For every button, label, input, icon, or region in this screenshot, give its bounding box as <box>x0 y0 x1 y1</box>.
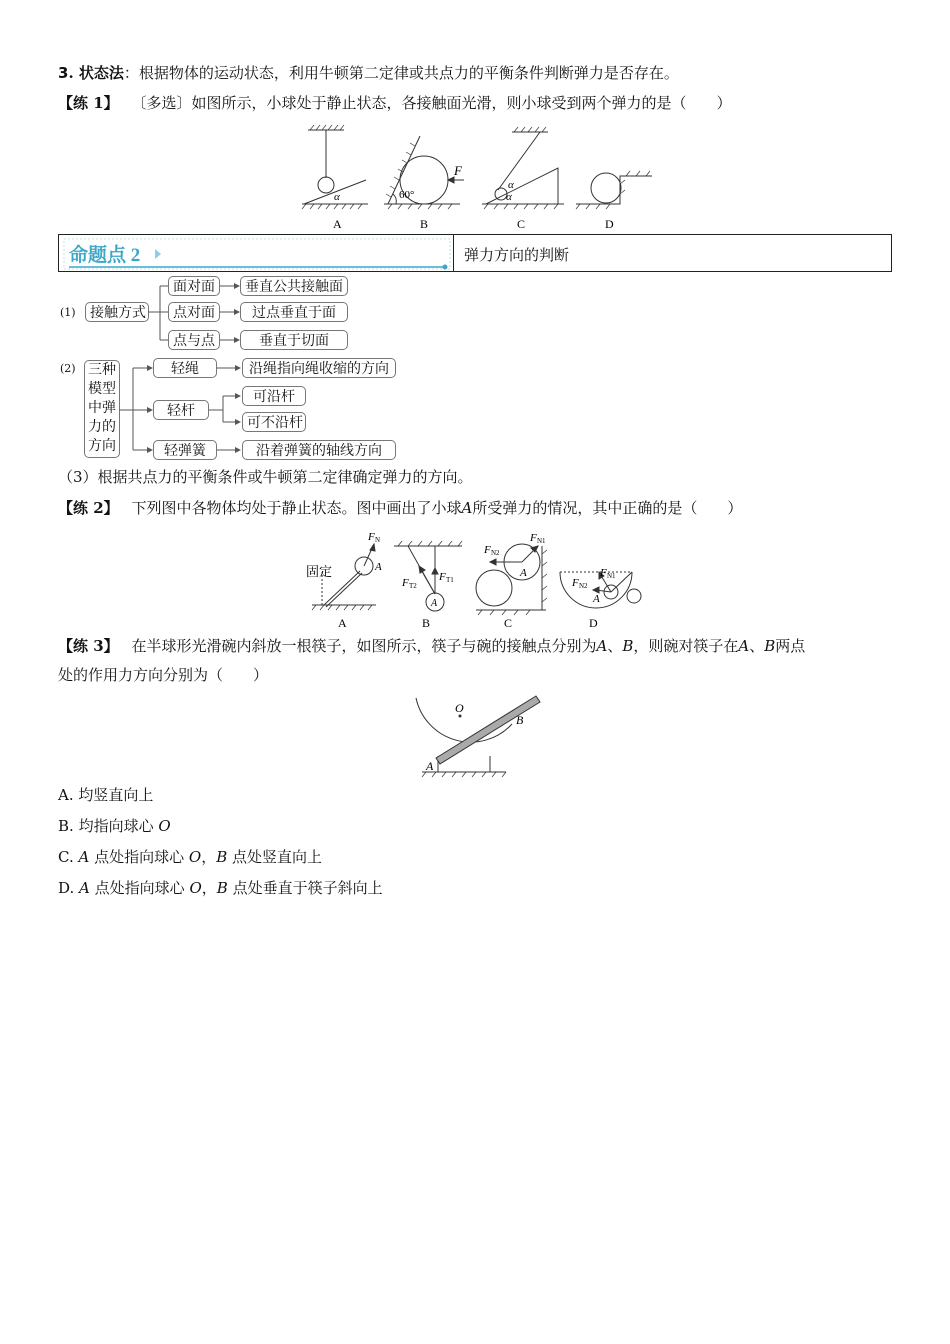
ex3-fig-o: O <box>455 701 464 715</box>
flow2-root-line: 中弹 <box>88 400 116 416</box>
ex2-c-fn2-sub: N2 <box>491 549 500 557</box>
flow1-result-point-face: 过点垂直于面 <box>240 302 348 322</box>
item3: （3）根据共点力的平衡条件或牛顿第二定律确定弹力的方向。 <box>58 468 473 486</box>
ex2-d-fn1: F <box>600 567 607 579</box>
ex2-question <box>58 497 742 519</box>
ex3-figure <box>404 690 554 786</box>
flow2-root-line: 三种 <box>88 362 116 378</box>
ex3-sep2: 、 <box>749 637 765 655</box>
ex1-alpha-c1: α <box>508 179 514 191</box>
option-b[interactable] <box>58 815 171 837</box>
ex1-label-a: A <box>333 217 342 231</box>
ex3-fig-b: B <box>516 713 524 727</box>
ex2-a-fn: F <box>368 531 375 543</box>
option-d-t1: 点处指向球心 <box>89 879 190 897</box>
flow1-number: (1) <box>60 306 76 319</box>
flow2-rope: 轻绳 <box>153 358 217 378</box>
option-d-v2: O <box>189 879 202 897</box>
option-d-v3: B <box>216 879 228 897</box>
topic-title: 弹力方向的判断 <box>464 246 570 264</box>
section3-number: 3 <box>58 64 69 82</box>
ex2-d-fn2-sub: N2 <box>579 582 588 590</box>
ex2-a-fn-sub: N <box>375 536 381 544</box>
ex1-label-c: C <box>517 217 526 231</box>
option-c-t1: 点处指向球心 <box>89 848 189 866</box>
ex2-a-ball: A <box>375 561 382 573</box>
option-d-t3: 点处垂直于筷子斜向上 <box>227 879 383 897</box>
flow1-result-face: 垂直公共接触面 <box>240 276 348 296</box>
option-d-t2: ， <box>201 879 217 897</box>
section3-line <box>58 62 679 84</box>
option-c-key: C. <box>58 848 74 866</box>
ex3-text-mid: ，则碗对筷子在 <box>633 637 739 655</box>
ex3-sep: 、 <box>607 637 623 655</box>
ex3-var-b2: B <box>764 637 776 655</box>
option-c-t2: ， <box>201 848 217 866</box>
flow2-number: (2) <box>60 362 76 375</box>
ex2-b-ft1-sub: T1 <box>446 576 454 584</box>
ex3-var-a2: A <box>738 637 750 655</box>
flow1-root: 接触方式 <box>85 302 149 322</box>
ex1-text: 如图所示，小球处于静止状态，各接触面光滑，则小球受到两个弹力的是（ ） <box>191 94 732 112</box>
ex2-text-pre: 下列图中各物体均处于静止状态。图中画出了小球 <box>131 499 462 517</box>
ex2-figure <box>304 528 654 632</box>
flow2-root <box>84 360 120 458</box>
ex2-b-ft2-sub: T2 <box>409 582 417 590</box>
option-a-text: 均竖直向上 <box>78 786 154 804</box>
ex3-text-pre: 在半球形光滑碗内斜放一根筷子，如图所示，筷子与碗的接触点分别为 <box>131 637 597 655</box>
option-c-t3: 点处竖直向上 <box>227 848 323 866</box>
option-a-key: A. <box>58 786 74 804</box>
ex2-c-ball: A <box>520 567 527 579</box>
option-c-v1: A <box>78 848 90 866</box>
ex3-question-line1 <box>58 635 805 657</box>
flow2-root-line: 方向 <box>88 438 116 454</box>
ex2-tag: 【练 2】 <box>58 499 119 517</box>
flow2-rod-result-not-along: 可不沿杆 <box>242 412 306 432</box>
flow1-type-point-face: 点对面 <box>168 302 220 322</box>
ex2-fixed-label: 固定 <box>306 564 333 579</box>
ex2-c-fn1-sub: N1 <box>537 537 546 545</box>
ex2-label-c: C <box>504 616 513 630</box>
option-c-v3: B <box>216 848 228 866</box>
ex2-c-fn2: F <box>484 544 491 556</box>
ex2-b-ft1: F <box>439 571 446 583</box>
ex1-question <box>58 92 731 114</box>
option-d[interactable] <box>58 877 383 899</box>
ex1-force-f: F <box>454 163 462 178</box>
topic-badge: 命题点 2 <box>69 245 141 266</box>
ex2-b-ball: A <box>431 598 438 609</box>
option-d-key: D. <box>58 879 75 897</box>
ex3-var-b: B <box>622 637 634 655</box>
flow1-type-point-point: 点与点 <box>168 330 220 350</box>
option-b-key: B. <box>58 817 74 835</box>
ex3-tag: 【练 3】 <box>58 637 119 655</box>
ex1-label-b: B <box>420 217 429 231</box>
section3-text: ：根据物体的运动状态，利用牛顿第二定律或共点力的平衡条件判断弹力是否存在。 <box>123 64 679 82</box>
flow1-type-face: 面对面 <box>168 276 220 296</box>
ex2-d-fn1-sub: N1 <box>607 572 616 580</box>
ex2-b-ft2: F <box>402 577 409 589</box>
ex2-label-d: D <box>589 616 598 630</box>
option-d-v1: A <box>79 879 90 897</box>
flow2-rod: 轻杆 <box>153 400 209 420</box>
option-a[interactable] <box>58 784 153 806</box>
ex2-text-post: 所受弹力的情况，其中正确的是（ ） <box>472 499 743 517</box>
flow2-rope-result: 沿绳指向绳收缩的方向 <box>242 358 396 378</box>
ex2-var: A <box>461 499 473 517</box>
flow2-root-line: 模型 <box>88 381 116 397</box>
topic-banner <box>58 234 892 272</box>
ex2-label-b: B <box>422 616 431 630</box>
option-b-text: 均指向球心 <box>78 817 159 835</box>
ex2-c-fn1: F <box>530 532 537 544</box>
ex1-figure <box>296 124 656 234</box>
flow2-root-line: 力的 <box>88 419 116 435</box>
ex3-question-line2: 处的作用力方向分别为（ ） <box>58 666 269 684</box>
ex1-note: 〔多选〕 <box>131 94 192 112</box>
ex1-alpha-c2: α <box>506 191 512 203</box>
section3-title: . 状态法 <box>68 64 124 82</box>
flow1-result-point-point: 垂直于切面 <box>240 330 348 350</box>
topic-badge-graphic <box>63 238 453 270</box>
ex2-d-ball: A <box>593 593 600 605</box>
flow2-rod-result-along: 可沿杆 <box>242 386 306 406</box>
flow2-spring: 轻弹簧 <box>153 440 217 460</box>
flow2-spring-result: 沿着弹簧的轴线方向 <box>242 440 396 460</box>
ex3-fig-a: A <box>426 759 434 773</box>
option-c[interactable] <box>58 846 322 868</box>
ex3-text-post: 两点 <box>775 637 806 655</box>
option-c-v2: O <box>188 848 202 866</box>
ex2-label-a: A <box>338 616 347 630</box>
topic-title-cell <box>453 235 891 271</box>
ex2-d-fn2: F <box>572 577 579 589</box>
ex3-var-a: A <box>596 637 608 655</box>
ex1-label-d: D <box>605 217 614 231</box>
ex1-angle-60: 60° <box>399 189 415 201</box>
option-b-var: O <box>158 817 171 835</box>
ex1-alpha-a: α <box>334 191 340 203</box>
ex1-tag: 【练 1】 <box>58 94 119 112</box>
